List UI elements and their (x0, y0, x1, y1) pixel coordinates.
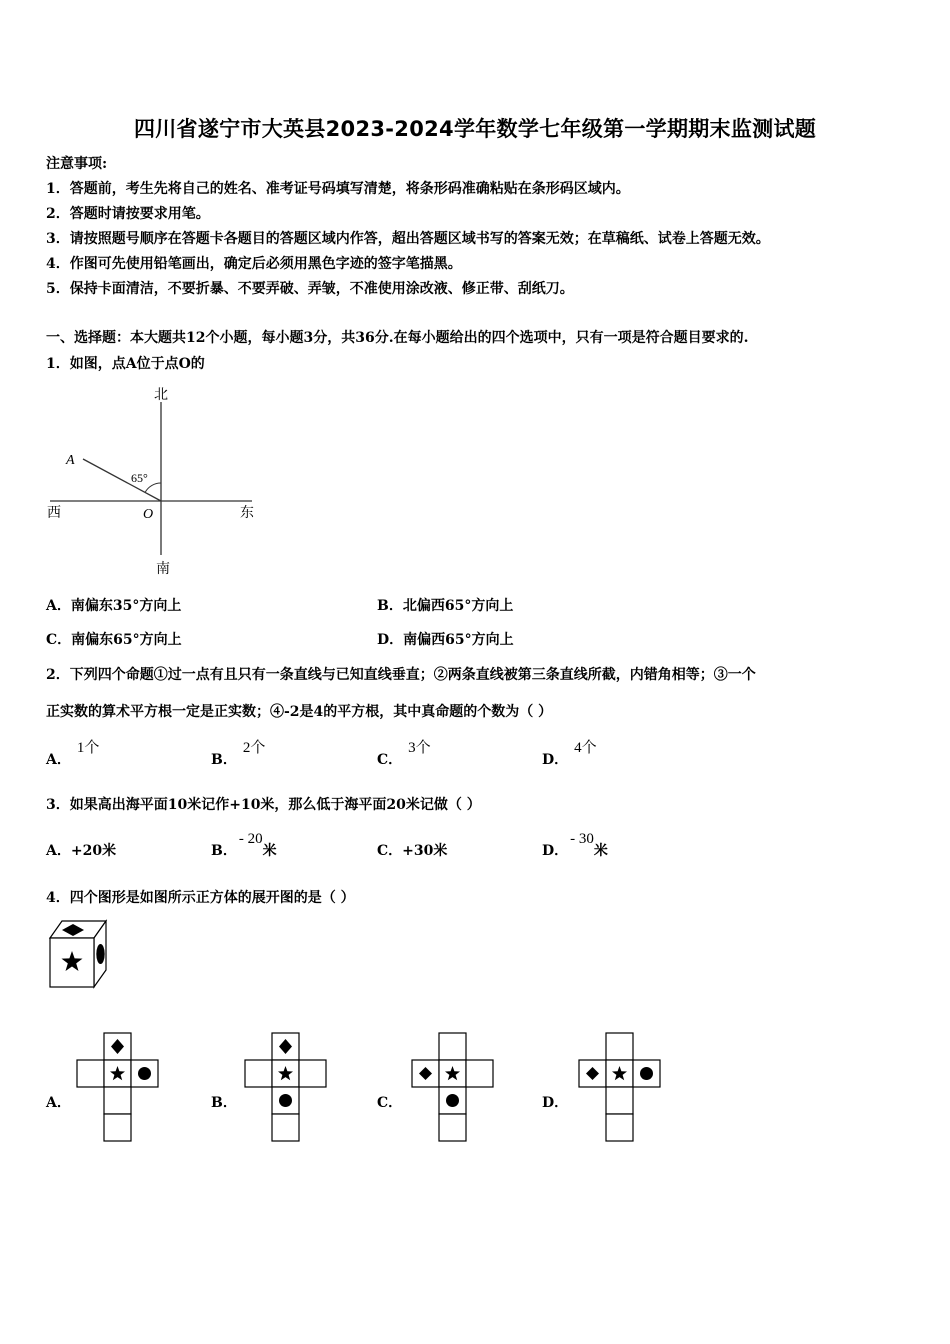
circle-icon (138, 1067, 151, 1080)
q3-option-a[interactable]: A．+20米 (46, 843, 117, 859)
notice-item: 4．作图可先使用铅笔画出，确定后必须用黑色字迹的签字笔描黑。 (46, 256, 462, 272)
q2-option-d[interactable]: D．4个 (542, 740, 597, 768)
net-d[interactable] (577, 1032, 663, 1144)
q4-option-a[interactable]: A． (46, 1095, 71, 1111)
q4-option-d[interactable]: D． (542, 1095, 569, 1111)
circle-icon (279, 1094, 292, 1107)
page-title: 四川省遂宁市大英县2023-2024学年数学七年级第一学期期末监测试题 (133, 117, 817, 141)
compass-figure (40, 380, 270, 580)
angle-label: 65° (131, 471, 148, 485)
circle-icon (446, 1094, 459, 1107)
question-2-stem: 正实数的算术平方根一定是正实数；④-2是4的平方根，其中真命题的个数为（ ） (46, 704, 553, 720)
notice-item: 3．请按照题号顺序在答题卡各题目的答题区域内作答，超出答题区域书写的答案无效；在草稿纸、试卷上答题无效。 (46, 231, 770, 247)
notice-item: 5．保持卡面清洁，不要折暴、不要弄破、弄皱，不准使用涂改液、修正带、刮纸刀。 (46, 281, 574, 297)
circle-icon (96, 944, 104, 964)
west-label: 西 (47, 505, 61, 521)
question-2-stem: 2．下列四个命题①过一点有且只有一条直线与已知直线垂直；②两条直线被第三条直线所截，内错角相等；③一个 (46, 667, 756, 683)
q2-option-b[interactable]: B．2个 (211, 740, 266, 768)
notice-heading: 注意事项: (46, 156, 108, 172)
q1-option-a[interactable]: A．南偏东35°方向上 (46, 598, 182, 614)
q3-option-d[interactable]: D．- 30米 (542, 831, 608, 859)
q1-option-c[interactable]: C．南偏东65°方向上 (46, 632, 182, 648)
net-c[interactable] (410, 1032, 496, 1144)
q1-option-d[interactable]: D．南偏西65°方向上 (377, 632, 514, 648)
cube-figure (48, 918, 113, 990)
section-heading: 一、选择题：本大题共12个小题，每小题3分，共36分.在每小题给出的四个选项中，只有一项是符合题目要求的. (46, 330, 749, 346)
q2-option-a[interactable]: A．1个 (46, 740, 100, 768)
north-label: 北 (154, 387, 168, 403)
q3-option-b[interactable]: B．- 20米 (211, 831, 277, 859)
net-a[interactable] (75, 1032, 161, 1144)
east-label: 东 (240, 505, 254, 521)
q4-option-c[interactable]: C． (377, 1095, 403, 1111)
south-label: 南 (156, 561, 170, 577)
q4-option-b[interactable]: B． (211, 1095, 237, 1111)
q2-option-c[interactable]: C．3个 (377, 740, 431, 768)
q3-option-c[interactable]: C．+30米 (377, 843, 448, 859)
point-a-label: A (66, 453, 75, 468)
point-o-label: O (143, 507, 154, 522)
question-4-stem: 4．四个图形是如图所示正方体的展开图的是（ ） (46, 890, 355, 906)
question-3-stem: 3．如果高出海平面10米记作+10米，那么低于海平面20米记做（ ） (46, 797, 481, 813)
net-b[interactable] (243, 1032, 329, 1144)
circle-icon (640, 1067, 653, 1080)
q1-option-b[interactable]: B．北偏西65°方向上 (377, 598, 514, 614)
question-1-stem: 1．如图，点A位于点O的 (46, 356, 205, 372)
notice-item: 2．答题时请按要求用笔。 (46, 206, 210, 222)
notice-item: 1．答题前，考生先将自己的姓名、准考证号码填写清楚，将条形码准确粘贴在条形码区域内。 (46, 181, 630, 197)
